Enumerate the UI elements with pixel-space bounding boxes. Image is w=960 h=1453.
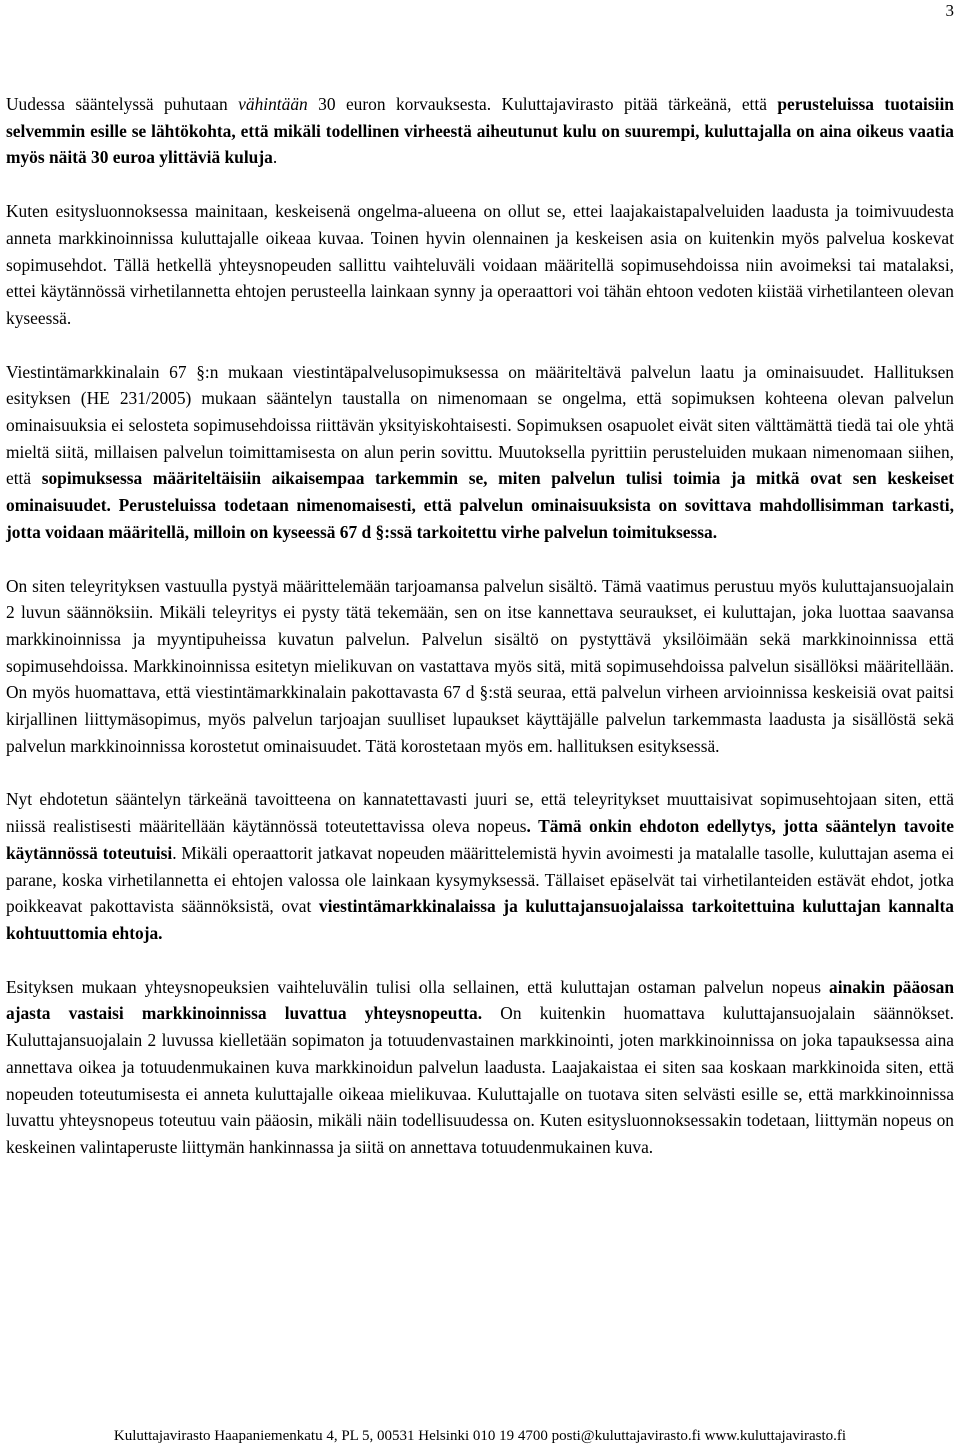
text-run: Uudessa sääntelyssä puhutaan (6, 94, 239, 114)
text-run: . Mikäli operaattorit jatkavat nopeuden määrittelemistä hyvin avoimesti ja matalalle tasolle, kuluttajan asema ei parane, koska virhetilannetta ei ehtojen valossa ole lainkaan kysymyksessä. Tällaiset epäselvät tai virhetilanteiden estävät ehdot, jotka poikkeavat pakottavista säännöksistä, ovat (6, 842, 955, 917)
text-run: Kuten esitysluonnoksessa mainitaan, keskeisenä ongelma-alueena on ollut se, ettei laajakaistapalveluiden laadusta ja toimivuudesta anneta markkinoinnissa kuluttajalle oikeaa kuvaa. Toinen hyvin olennainen ja keskeisen asia on kuitenkin myös palvelua koskevat sopimusehdot. Tällä hetkellä yhteysnopeuden sallittu vaihteluväli voidaan määritellä sopimusehdoissa niin avoimeksi tai matalaksi, ettei käytännössä virhetilannetta ehtojen perusteella lainkaan synny ja operaattori voi tähän ehtoon vedoten kiistää virhetilanteen olevan kyseessä. (6, 201, 954, 328)
bold-text-run: . Tämä onkin ehdoton edellytys, jotta sääntelyn tavoite käytännössä toteutuisi (6, 816, 954, 863)
italic-text-run: vähintään (238, 94, 308, 114)
paragraph (6, 786, 954, 946)
bold-text-run: viestintämarkkinalaissa ja kuluttajansuojalaissa tarkoitettuina kuluttajan kannalta kohtuuttomia ehtoja. (6, 896, 954, 943)
document-body (6, 91, 954, 1161)
text-run: On kuitenkin huomattava kuluttajansuojalain säännökset. Kuluttajansuojalain 2 luvussa kielletään sopimaton ja totuudenvastainen markkinointi, joten markkinoinnissa on joka tapauksessa aina annettava oikea ja totuudenmukainen kuva markkinoidun palvelun laadusta. Laajakaistaa ei siten saa koskaan markkinoida siten, että nopeuden toteutumisesta ei anneta kuluttajalle oikeaa mielikuvaa. Kuluttajalle on tuotava siten selvästi esille se, että markkinoinnissa luvattu yhteysnopeus toteutuu vain pääosin, mikäli näin todellisuudessa on. Kuten esitysluonnoksessakin todetaan, liittymän nopeus on keskeinen valintaperuste liittymän hankinnassa ja siitä on annettava totuudenmukainen kuva. (6, 1003, 955, 1157)
paragraph (6, 198, 954, 332)
bold-text-run: perusteluissa tuotaisiin selvemmin esille se lähtökohta, että mikäli todellinen virheestä aiheutunut kulu on suurempi, kuluttajalla on aina oikeus vaatia myös näitä 30 euroa ylittäviä kuluja (6, 94, 954, 168)
paragraph (6, 91, 954, 171)
text-run: Nyt ehdotetun sääntelyn tärkeänä tavoitteena on kannatettavasti juuri se, että teleyritykset muuttaisivat sopimusehtojaan siten, että niissä realistisesti määritellään käytännössä toteutettavissa oleva nopeus (6, 789, 954, 837)
page-footer: Kuluttajavirasto Haapaniemenkatu 4, PL 5, 00531 Helsinki 010 19 4700 posti@kuluttajavirasto.fi www.kuluttajavirasto.fi (113, 1428, 847, 1444)
text-run: . (272, 147, 278, 168)
text-run: Viestintämarkkinalain 67 §:n mukaan viestintäpalvelusopimuksessa on määriteltävä palvelun laatu ja ominaisuudet. Hallituksen esityksen (HE 231/2005) mukaan sääntelyn taustalla on nimenomaan se ongelma, että sopimuksen kohteena olevan palvelun ominaisuuksia ei selosteta sopimusehdoissa riittävän yksityiskohtaisesti. Sopimuksen osapuolet eivät siten välttämättä tiedä tai ole yhtä mieltä siitä, millaisen palvelun toimittamisesta on alun perin sovittu. Muutoksella pyrittiin perusteluiden mukaan nimenomaan siihen, että (6, 361, 954, 489)
text-run (111, 495, 119, 515)
page-number: 3 (945, 1, 954, 20)
bold-text-run: ainakin pääosan ajasta vastaisi markkinoinnissa luvattua yhteysnopeutta. (6, 976, 955, 1024)
text-run: 30 euron korvauksesta. Kuluttajavirasto pitää tärkeänä, että (307, 94, 778, 114)
paragraph (6, 974, 954, 1161)
bold-text-run: Perusteluissa todetaan nimenomaisesti, että palvelun ominaisuuksista on sovittava mahdollisimman tarkasti, jotta voidaan määritellä, milloin on kyseessä 67 d §:ssä tarkoitettu virhe palvelun toimituksessa. (6, 495, 954, 542)
text-run: Esityksen mukaan yhteysnopeuksien vaihteluvälin tulisi olla sellainen, että kuluttajan ostaman palvelun nopeus (6, 976, 830, 997)
bold-text-run: sopimuksessa määriteltäisiin aikaisempaa tarkemmin se, miten palvelun tulisi toimia ja mitkä ovat sen keskeiset ominaisuudet. (6, 468, 954, 516)
paragraph (6, 359, 954, 546)
paragraph (6, 573, 954, 760)
text-run: On siten teleyrityksen vastuulla pystyä määrittelemään tarjoamansa palvelun sisältö. Tämä vaatimus perustuu myös kuluttajansuojalain 2 luvun säännöksiin. Mikäli teleyritys ei pysty tätä tekemään, sen on itse kannettava seuraukset, ei kuluttajan, joka luottaa saavansa markkinoinnissa ja myyntipuheissa kuvatun palvelun. Palvelun sisältö on pystyttävä yksilöimään sekä markkinoinnissa että sopimusehdoissa. Markkinoinnissa esitetyn mielikuvan on vastattava myös sitä, mitä sopimusehdoissa palvelun sisällöksi määritellään. On myös huomattava, että viestintämarkkinalain pakottavasta 67 d §:stä seuraa, että palvelun virheen arvioinnissa keskeisiä ovat paitsi kirjallinen liittymäsopimus, myös palvelun tarjoajan suulliset lupaukset käyttäjälle palvelun tarkemmasta laadusta ja sisällöstä sekä palvelun markkinoinnissa korostetut ominaisuudet. Tätä korostetaan myös em. hallituksen esityksessä. (6, 575, 954, 756)
